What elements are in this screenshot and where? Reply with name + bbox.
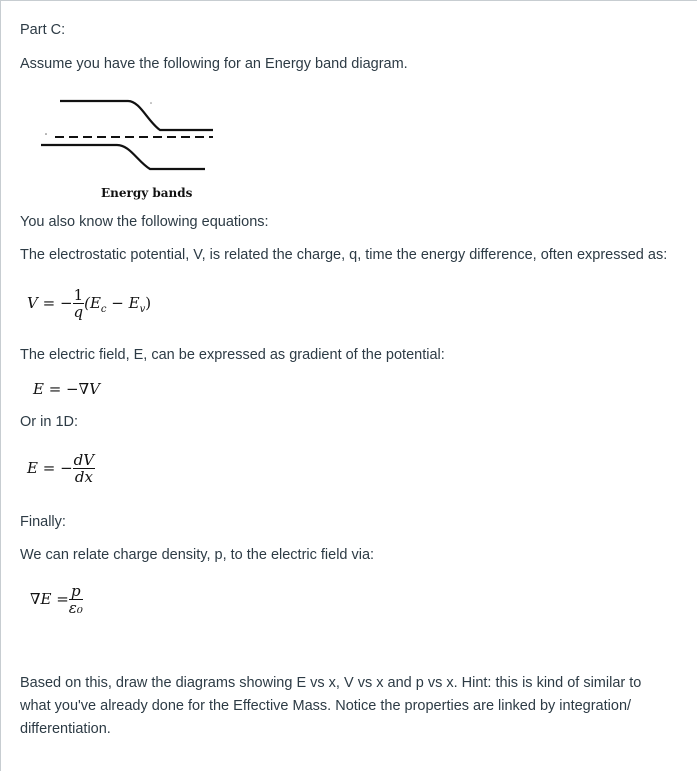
eq3-lhs: E bbox=[27, 459, 38, 477]
equation-field-1d bbox=[27, 452, 95, 486]
equation-potential bbox=[27, 287, 151, 321]
eq1-denominator: q bbox=[73, 303, 84, 321]
also-know-text: You also know the following equations: bbox=[20, 214, 269, 230]
eq3-equals: = bbox=[42, 459, 56, 477]
equation-charge bbox=[30, 583, 83, 617]
eq4-equals: = bbox=[56, 590, 69, 608]
eq1-numerator: 1 bbox=[73, 286, 84, 304]
eq1-close: ) bbox=[145, 294, 152, 312]
field-text: The electric field, E, can be expressed as gradient of the potential: bbox=[20, 347, 445, 363]
intro-text: Assume you have the following for an Energy band diagram. bbox=[20, 56, 408, 72]
potential-text: The electrostatic potential, V, is related the charge, q, time the energy difference, often expressed as: bbox=[20, 247, 668, 263]
eq4-lhs: ∇E bbox=[30, 590, 52, 608]
eq1-sub-c: c bbox=[100, 304, 107, 315]
eq4-numerator: p bbox=[69, 583, 83, 600]
energy-band-diagram bbox=[30, 92, 230, 182]
eq3-minus: − bbox=[60, 459, 73, 477]
eq4-denominator: ε₀ bbox=[68, 599, 83, 617]
eq1-equals: = bbox=[42, 294, 56, 312]
finally-text: Finally: bbox=[20, 514, 66, 530]
eq1-sub-v: v bbox=[139, 304, 146, 315]
one-d-text: Or in 1D: bbox=[20, 414, 79, 430]
valence-band-line bbox=[41, 145, 205, 169]
eq3-numerator: dV bbox=[73, 451, 95, 469]
conduction-band-line bbox=[60, 101, 213, 130]
part-title: Part C: bbox=[20, 22, 66, 38]
equation-gradient: E = −∇V bbox=[33, 380, 100, 398]
eq1-lhs: V bbox=[27, 294, 38, 312]
eq3-denominator: dx bbox=[74, 468, 93, 486]
relate-text: We can relate charge density, p, to the electric field via: bbox=[20, 547, 375, 563]
eq1-rhs: (E bbox=[84, 294, 101, 312]
eq1-minus: − bbox=[59, 294, 73, 312]
eq1-mid: − E bbox=[106, 294, 140, 312]
instructions-text: Based on this, draw the diagrams showing E vs x, V vs x and p vs x. Hint: this is kind of similar to what you've already done for the Effective Mass. Notice the properties are linked by integration/ differentiation. bbox=[20, 675, 642, 737]
diagram-caption: Energy bands bbox=[101, 186, 193, 200]
